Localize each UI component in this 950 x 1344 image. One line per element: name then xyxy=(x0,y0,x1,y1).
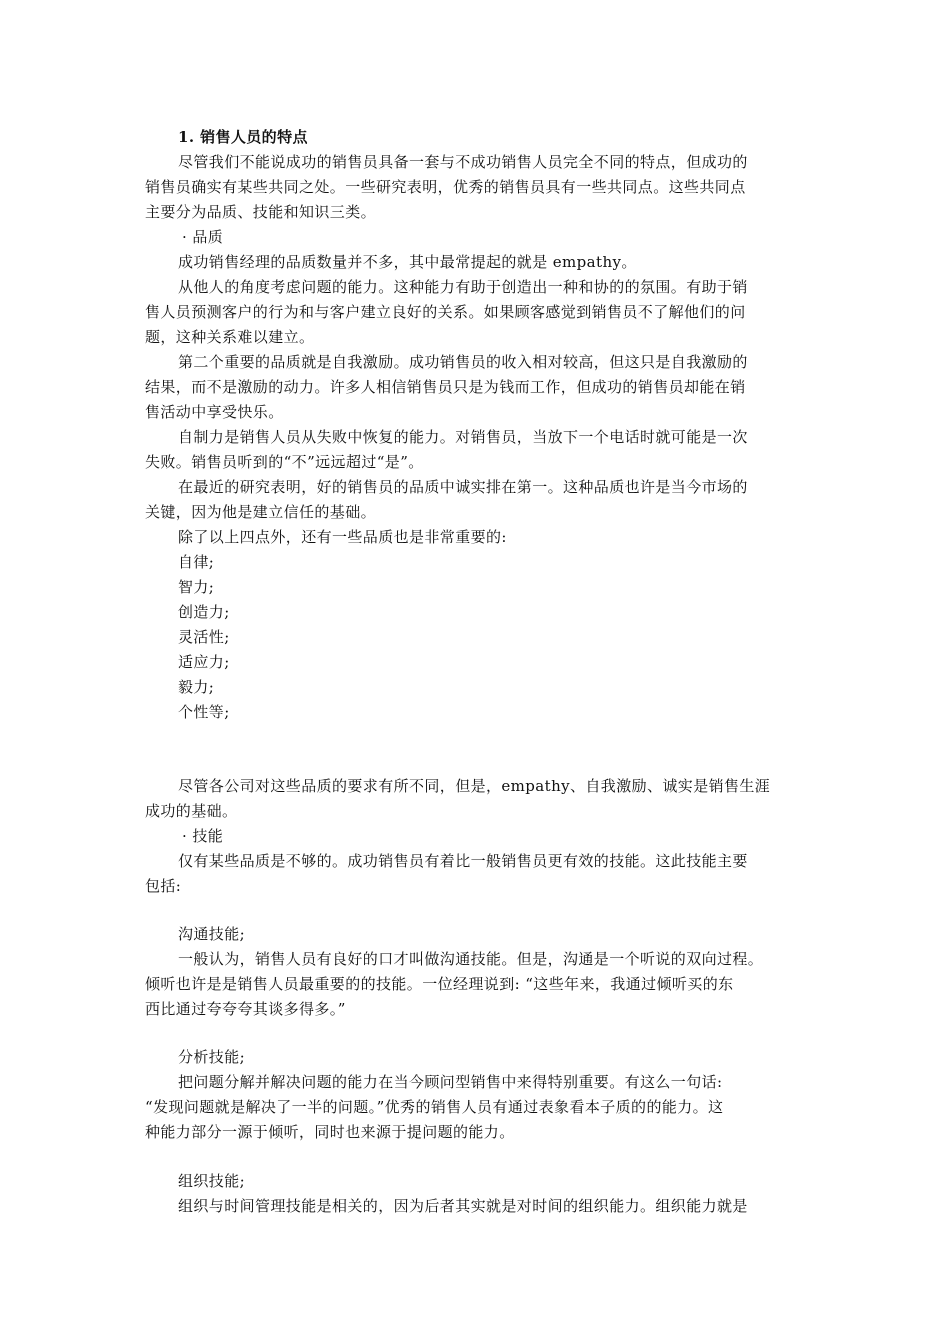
skill-heading-organization: 组织技能; xyxy=(178,1172,246,1190)
list-item: 自律; xyxy=(178,553,215,571)
subheading-quality: · 品质 xyxy=(182,228,224,246)
paragraph-line: 主要分为品质、技能和知识三类。 xyxy=(145,203,377,221)
paragraph-line: 西比通过夸夸夸其谈多得多。” xyxy=(145,1000,346,1018)
paragraph-line: 成功销售经理的品质数量并不多，其中最常提起的就是 empathy。 xyxy=(178,253,637,271)
paragraph-line: 第二个重要的品质就是自我激励。成功销售员的收入相对较高，但这只是自我激励的 xyxy=(178,353,748,371)
paragraph-line: 除了以上四点外，还有一些品质也是非常重要的: xyxy=(178,528,507,546)
paragraph-line: “发现问题就是解决了一半的问题。”优秀的销售人员有通过表象看本子质的的能力。这 xyxy=(145,1098,724,1116)
paragraph-line: 题，这种关系难以建立。 xyxy=(145,328,315,346)
paragraph-line: 关键，因为他是建立信任的基础。 xyxy=(145,503,377,521)
list-item: 毅力; xyxy=(178,678,215,696)
paragraph-line: 结果，而不是激励的动力。许多人相信销售员只是为钱而工作，但成功的销售员却能在销 xyxy=(145,378,746,396)
list-item: 灵活性; xyxy=(178,628,230,646)
paragraph-line: 组织与时间管理技能是相关的，因为后者其实就是对时间的组织能力。组织能力就是 xyxy=(178,1197,748,1215)
paragraph-line: 包括: xyxy=(145,877,182,895)
paragraph-line: 一般认为，销售人员有良好的口才叫做沟通技能。但是，沟通是一个听说的双向过程。 xyxy=(178,950,764,968)
subheading-skills: · 技能 xyxy=(182,827,224,845)
paragraph-line: 在最近的研究表明，好的销售员的品质中诚实排在第一。这种品质也许是当今市场的 xyxy=(178,478,748,496)
paragraph-line: 从他人的角度考虑问题的能力。这种能力有助于创造出一种和协的的氛围。有助于销 xyxy=(178,278,748,296)
list-item: 适应力; xyxy=(178,653,230,671)
paragraph-line: 把问题分解并解决问题的能力在当今顾问型销售中来得特别重要。有这么一句话: xyxy=(178,1073,723,1091)
skill-heading-communication: 沟通技能; xyxy=(178,925,246,943)
paragraph-line: 种能力部分一源于倾听，同时也来源于提问题的能力。 xyxy=(145,1123,515,1141)
list-item: 个性等; xyxy=(178,703,230,721)
paragraph-line: 自制力是销售人员从失败中恢复的能力。对销售员，当放下一个电话时就可能是一次 xyxy=(178,428,748,446)
paragraph-line: 售活动中享受快乐。 xyxy=(145,403,284,421)
skill-heading-analysis: 分析技能; xyxy=(178,1048,246,1066)
paragraph-line: 尽管我们不能说成功的销售员具备一套与不成功销售人员完全不同的特点，但成功的 xyxy=(178,153,748,171)
paragraph-line: 仅有某些品质是不够的。成功销售员有着比一般销售员更有效的技能。这此技能主要 xyxy=(178,852,748,870)
paragraph-line: 成功的基础。 xyxy=(145,802,238,820)
paragraph-line: 尽管各公司对这些品质的要求有所不同，但是，empathy、自我激励、诚实是销售生涯 xyxy=(178,777,771,795)
section-heading: 1. 销售人员的特点 xyxy=(178,128,308,146)
paragraph-line: 失败。销售员听到的“不”远远超过“是”。 xyxy=(145,453,424,471)
list-item: 创造力; xyxy=(178,603,230,621)
paragraph-line: 售人员预测客户的行为和与客户建立良好的关系。如果顾客感觉到销售员不了解他们的问 xyxy=(145,303,746,321)
paragraph-line: 倾听也许是是销售人员最重要的的技能。一位经理说到: “这些年来，我通过倾听买的东 xyxy=(145,975,734,993)
paragraph-line: 销售员确实有某些共同之处。一些研究表明，优秀的销售员具有一些共同点。这些共同点 xyxy=(145,178,746,196)
list-item: 智力; xyxy=(178,578,215,596)
